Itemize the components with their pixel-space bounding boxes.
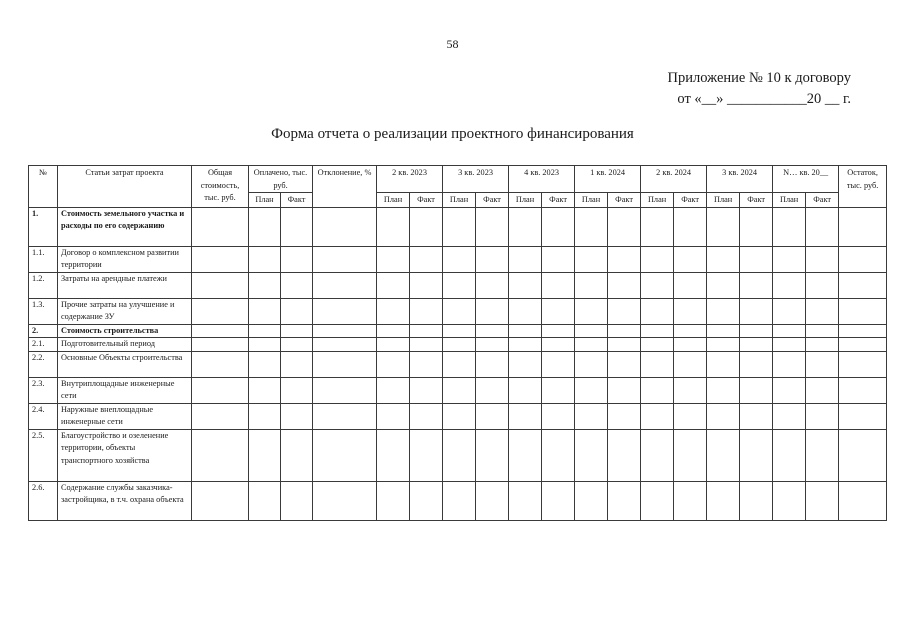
empty-cell bbox=[476, 481, 509, 520]
empty-cell bbox=[806, 207, 839, 246]
empty-cell bbox=[542, 403, 575, 429]
empty-cell bbox=[443, 429, 476, 481]
empty-cell bbox=[575, 351, 608, 377]
empty-cell bbox=[707, 377, 740, 403]
appendix-line-2: от «__» ___________20 __ г. bbox=[677, 91, 851, 107]
empty-cell bbox=[542, 351, 575, 377]
empty-cell bbox=[542, 377, 575, 403]
empty-cell bbox=[281, 298, 313, 324]
empty-cell bbox=[806, 338, 839, 352]
empty-cell bbox=[839, 403, 887, 429]
empty-cell bbox=[674, 481, 707, 520]
empty-cell bbox=[192, 298, 249, 324]
empty-cell bbox=[608, 403, 641, 429]
empty-cell bbox=[575, 298, 608, 324]
empty-cell bbox=[313, 324, 377, 338]
empty-cell bbox=[542, 207, 575, 246]
empty-cell bbox=[740, 338, 773, 352]
empty-cell bbox=[377, 377, 410, 403]
header-quarter-plan: План bbox=[575, 193, 608, 208]
empty-cell bbox=[313, 351, 377, 377]
empty-cell bbox=[509, 246, 542, 272]
empty-cell bbox=[707, 338, 740, 352]
empty-cell bbox=[313, 298, 377, 324]
empty-cell bbox=[192, 207, 249, 246]
header-paid-plan: План bbox=[249, 193, 281, 208]
empty-cell bbox=[443, 324, 476, 338]
empty-cell bbox=[575, 377, 608, 403]
empty-cell bbox=[608, 338, 641, 352]
empty-cell bbox=[608, 481, 641, 520]
empty-cell bbox=[249, 272, 281, 298]
row-number: 1. bbox=[29, 207, 58, 246]
row-number: 2.4. bbox=[29, 403, 58, 429]
row-number: 2.6. bbox=[29, 481, 58, 520]
empty-cell bbox=[773, 377, 806, 403]
empty-cell bbox=[192, 351, 249, 377]
empty-cell bbox=[575, 272, 608, 298]
header-quarter-fact: Факт bbox=[542, 193, 575, 208]
empty-cell bbox=[281, 377, 313, 403]
header-total-cost: Общая стоимость, тыс. руб. bbox=[192, 166, 249, 208]
empty-cell bbox=[443, 298, 476, 324]
empty-cell bbox=[707, 429, 740, 481]
empty-cell bbox=[773, 246, 806, 272]
empty-cell bbox=[410, 481, 443, 520]
header-quarter: 2 кв. 2023 bbox=[377, 166, 443, 193]
empty-cell bbox=[476, 246, 509, 272]
header-quarter-fact: Факт bbox=[476, 193, 509, 208]
empty-cell bbox=[542, 324, 575, 338]
empty-cell bbox=[249, 429, 281, 481]
empty-cell bbox=[674, 351, 707, 377]
empty-cell bbox=[542, 246, 575, 272]
header-quarter-fact: Факт bbox=[410, 193, 443, 208]
empty-cell bbox=[249, 298, 281, 324]
empty-cell bbox=[476, 298, 509, 324]
empty-cell bbox=[192, 481, 249, 520]
appendix-note bbox=[668, 68, 851, 110]
empty-cell bbox=[377, 403, 410, 429]
empty-cell bbox=[249, 351, 281, 377]
empty-cell bbox=[443, 351, 476, 377]
empty-cell bbox=[839, 298, 887, 324]
empty-cell bbox=[641, 207, 674, 246]
empty-cell bbox=[476, 377, 509, 403]
table-row bbox=[29, 403, 887, 429]
header-quarter-plan: План bbox=[641, 193, 674, 208]
empty-cell bbox=[476, 207, 509, 246]
empty-cell bbox=[608, 429, 641, 481]
empty-cell bbox=[377, 429, 410, 481]
empty-cell bbox=[249, 246, 281, 272]
empty-cell bbox=[773, 429, 806, 481]
empty-cell bbox=[281, 338, 313, 352]
empty-cell bbox=[674, 377, 707, 403]
empty-cell bbox=[281, 351, 313, 377]
row-number: 1.2. bbox=[29, 272, 58, 298]
empty-cell bbox=[773, 351, 806, 377]
empty-cell bbox=[773, 338, 806, 352]
empty-cell bbox=[249, 207, 281, 246]
empty-cell bbox=[641, 481, 674, 520]
empty-cell bbox=[575, 481, 608, 520]
empty-cell bbox=[377, 246, 410, 272]
table-row bbox=[29, 324, 887, 338]
header-number: № bbox=[29, 166, 58, 208]
empty-cell bbox=[313, 207, 377, 246]
empty-cell bbox=[509, 403, 542, 429]
row-number: 2.1. bbox=[29, 338, 58, 352]
empty-cell bbox=[410, 429, 443, 481]
empty-cell bbox=[377, 481, 410, 520]
empty-cell bbox=[509, 272, 542, 298]
empty-cell bbox=[740, 272, 773, 298]
row-number: 2. bbox=[29, 324, 58, 338]
empty-cell bbox=[740, 351, 773, 377]
empty-cell bbox=[806, 351, 839, 377]
empty-cell bbox=[839, 351, 887, 377]
empty-cell bbox=[192, 403, 249, 429]
empty-cell bbox=[542, 298, 575, 324]
empty-cell bbox=[476, 429, 509, 481]
empty-cell bbox=[443, 272, 476, 298]
row-cost-item: Подготовительный период bbox=[58, 338, 192, 352]
table-row bbox=[29, 298, 887, 324]
empty-cell bbox=[674, 324, 707, 338]
empty-cell bbox=[773, 324, 806, 338]
empty-cell bbox=[281, 246, 313, 272]
empty-cell bbox=[839, 324, 887, 338]
empty-cell bbox=[509, 429, 542, 481]
empty-cell bbox=[674, 338, 707, 352]
header-quarter-fact: Факт bbox=[608, 193, 641, 208]
report-table bbox=[28, 165, 887, 521]
empty-cell bbox=[806, 377, 839, 403]
empty-cell bbox=[707, 298, 740, 324]
empty-cell bbox=[575, 246, 608, 272]
header-paid: Оплачено, тыс. руб. bbox=[249, 166, 313, 193]
empty-cell bbox=[773, 272, 806, 298]
empty-cell bbox=[443, 207, 476, 246]
empty-cell bbox=[806, 403, 839, 429]
empty-cell bbox=[674, 207, 707, 246]
empty-cell bbox=[377, 298, 410, 324]
empty-cell bbox=[281, 481, 313, 520]
table-row bbox=[29, 272, 887, 298]
row-number: 2.5. bbox=[29, 429, 58, 481]
empty-cell bbox=[281, 207, 313, 246]
empty-cell bbox=[839, 481, 887, 520]
empty-cell bbox=[476, 338, 509, 352]
empty-cell bbox=[476, 351, 509, 377]
header-quarter: 2 кв. 2024 bbox=[641, 166, 707, 193]
table-row bbox=[29, 377, 887, 403]
empty-cell bbox=[839, 246, 887, 272]
empty-cell bbox=[740, 324, 773, 338]
empty-cell bbox=[641, 324, 674, 338]
empty-cell bbox=[249, 338, 281, 352]
empty-cell bbox=[192, 429, 249, 481]
row-cost-item: Стоимость земельного участка и расходы по его содержанию bbox=[58, 207, 192, 246]
row-number: 1.1. bbox=[29, 246, 58, 272]
empty-cell bbox=[674, 429, 707, 481]
empty-cell bbox=[806, 298, 839, 324]
empty-cell bbox=[641, 403, 674, 429]
empty-cell bbox=[641, 338, 674, 352]
empty-cell bbox=[806, 429, 839, 481]
row-cost-item: Наружные внеплощадные инженерные сети bbox=[58, 403, 192, 429]
empty-cell bbox=[608, 207, 641, 246]
empty-cell bbox=[192, 377, 249, 403]
empty-cell bbox=[313, 481, 377, 520]
empty-cell bbox=[608, 324, 641, 338]
empty-cell bbox=[542, 429, 575, 481]
empty-cell bbox=[410, 298, 443, 324]
row-cost-item: Договор о комплексном развитии территории bbox=[58, 246, 192, 272]
appendix-line-1: Приложение № 10 к договору bbox=[667, 70, 851, 86]
empty-cell bbox=[410, 207, 443, 246]
row-cost-item: Затраты на арендные платежи bbox=[58, 272, 192, 298]
empty-cell bbox=[575, 429, 608, 481]
row-number: 1.3. bbox=[29, 298, 58, 324]
empty-cell bbox=[707, 481, 740, 520]
empty-cell bbox=[740, 298, 773, 324]
header-cost-items: Статьи затрат проекта bbox=[58, 166, 192, 208]
empty-cell bbox=[707, 207, 740, 246]
row-cost-item: Основные Объекты строительства bbox=[58, 351, 192, 377]
empty-cell bbox=[839, 272, 887, 298]
empty-cell bbox=[476, 272, 509, 298]
empty-cell bbox=[641, 351, 674, 377]
empty-cell bbox=[192, 338, 249, 352]
empty-cell bbox=[281, 324, 313, 338]
empty-cell bbox=[443, 246, 476, 272]
header-paid-fact: Факт bbox=[281, 193, 313, 208]
empty-cell bbox=[313, 246, 377, 272]
empty-cell bbox=[674, 246, 707, 272]
empty-cell bbox=[839, 338, 887, 352]
empty-cell bbox=[608, 272, 641, 298]
empty-cell bbox=[575, 207, 608, 246]
empty-cell bbox=[575, 324, 608, 338]
empty-cell bbox=[509, 351, 542, 377]
empty-cell bbox=[443, 377, 476, 403]
header-quarter-fact: Факт bbox=[740, 193, 773, 208]
empty-cell bbox=[839, 429, 887, 481]
empty-cell bbox=[641, 246, 674, 272]
empty-cell bbox=[192, 324, 249, 338]
empty-cell bbox=[476, 324, 509, 338]
empty-cell bbox=[740, 403, 773, 429]
empty-cell bbox=[542, 272, 575, 298]
empty-cell bbox=[839, 207, 887, 246]
empty-cell bbox=[377, 351, 410, 377]
empty-cell bbox=[192, 246, 249, 272]
header-quarter: 3 кв. 2024 bbox=[707, 166, 773, 193]
header-quarter: 3 кв. 2023 bbox=[443, 166, 509, 193]
empty-cell bbox=[410, 338, 443, 352]
empty-cell bbox=[410, 377, 443, 403]
empty-cell bbox=[313, 403, 377, 429]
empty-cell bbox=[281, 272, 313, 298]
empty-cell bbox=[674, 272, 707, 298]
empty-cell bbox=[608, 377, 641, 403]
table-row bbox=[29, 351, 887, 377]
empty-cell bbox=[674, 298, 707, 324]
empty-cell bbox=[313, 338, 377, 352]
empty-cell bbox=[509, 298, 542, 324]
header-remainder: Остаток, тыс. руб. bbox=[839, 166, 887, 208]
empty-cell bbox=[410, 351, 443, 377]
header-quarter-plan: План bbox=[443, 193, 476, 208]
empty-cell bbox=[313, 429, 377, 481]
header-quarter-plan: План bbox=[773, 193, 806, 208]
empty-cell bbox=[641, 429, 674, 481]
empty-cell bbox=[192, 272, 249, 298]
empty-cell bbox=[773, 481, 806, 520]
empty-cell bbox=[608, 351, 641, 377]
empty-cell bbox=[707, 403, 740, 429]
empty-cell bbox=[443, 338, 476, 352]
empty-cell bbox=[542, 481, 575, 520]
empty-cell bbox=[806, 272, 839, 298]
empty-cell bbox=[313, 272, 377, 298]
empty-cell bbox=[377, 338, 410, 352]
empty-cell bbox=[740, 429, 773, 481]
empty-cell bbox=[509, 324, 542, 338]
empty-cell bbox=[641, 298, 674, 324]
table-row bbox=[29, 207, 887, 246]
empty-cell bbox=[509, 377, 542, 403]
empty-cell bbox=[575, 403, 608, 429]
header-quarter: 4 кв. 2023 bbox=[509, 166, 575, 193]
header-quarter: 1 кв. 2024 bbox=[575, 166, 641, 193]
header-quarter-fact: Факт bbox=[674, 193, 707, 208]
row-cost-item: Благоустройство и озеленение территории, объекты транспортного хозяйства bbox=[58, 429, 192, 481]
empty-cell bbox=[542, 338, 575, 352]
empty-cell bbox=[313, 377, 377, 403]
empty-cell bbox=[410, 272, 443, 298]
empty-cell bbox=[377, 272, 410, 298]
empty-cell bbox=[806, 324, 839, 338]
empty-cell bbox=[509, 481, 542, 520]
table-row bbox=[29, 338, 887, 352]
empty-cell bbox=[806, 481, 839, 520]
empty-cell bbox=[740, 246, 773, 272]
row-number: 2.3. bbox=[29, 377, 58, 403]
empty-cell bbox=[641, 377, 674, 403]
header-deviation: Отклонение, % bbox=[313, 166, 377, 208]
empty-cell bbox=[377, 324, 410, 338]
header-quarter-plan: План bbox=[377, 193, 410, 208]
empty-cell bbox=[839, 377, 887, 403]
empty-cell bbox=[806, 246, 839, 272]
table-row bbox=[29, 429, 887, 481]
empty-cell bbox=[410, 246, 443, 272]
empty-cell bbox=[773, 403, 806, 429]
header-quarter-fact: Факт bbox=[806, 193, 839, 208]
table-row bbox=[29, 246, 887, 272]
empty-cell bbox=[410, 324, 443, 338]
row-cost-item: Содержание службы заказчика-застройщика, в т.ч. охрана объекта bbox=[58, 481, 192, 520]
empty-cell bbox=[773, 207, 806, 246]
empty-cell bbox=[410, 403, 443, 429]
empty-cell bbox=[707, 272, 740, 298]
empty-cell bbox=[740, 377, 773, 403]
empty-cell bbox=[249, 403, 281, 429]
empty-cell bbox=[608, 246, 641, 272]
empty-cell bbox=[608, 298, 641, 324]
empty-cell bbox=[707, 351, 740, 377]
header-quarter: N… кв. 20__ bbox=[773, 166, 839, 193]
empty-cell bbox=[740, 207, 773, 246]
row-number: 2.2. bbox=[29, 351, 58, 377]
empty-cell bbox=[281, 403, 313, 429]
empty-cell bbox=[281, 429, 313, 481]
header-quarter-plan: План bbox=[509, 193, 542, 208]
empty-cell bbox=[674, 403, 707, 429]
empty-cell bbox=[707, 324, 740, 338]
page-number: 58 bbox=[446, 37, 459, 51]
empty-cell bbox=[249, 481, 281, 520]
empty-cell bbox=[377, 207, 410, 246]
empty-cell bbox=[740, 481, 773, 520]
empty-cell bbox=[443, 481, 476, 520]
row-cost-item: Внутриплощадные инженерные сети bbox=[58, 377, 192, 403]
empty-cell bbox=[641, 272, 674, 298]
empty-cell bbox=[509, 338, 542, 352]
empty-cell bbox=[443, 403, 476, 429]
empty-cell bbox=[249, 324, 281, 338]
empty-cell bbox=[575, 338, 608, 352]
document-title: Форма отчета о реализации проектного финансирования bbox=[271, 126, 634, 142]
table-row bbox=[29, 481, 887, 520]
row-cost-item: Стоимость строительства bbox=[58, 324, 192, 338]
empty-cell bbox=[509, 207, 542, 246]
header-quarter-plan: План bbox=[707, 193, 740, 208]
row-cost-item: Прочие затраты на улучшение и содержание ЗУ bbox=[58, 298, 192, 324]
empty-cell bbox=[249, 377, 281, 403]
empty-cell bbox=[476, 403, 509, 429]
empty-cell bbox=[707, 246, 740, 272]
empty-cell bbox=[773, 298, 806, 324]
